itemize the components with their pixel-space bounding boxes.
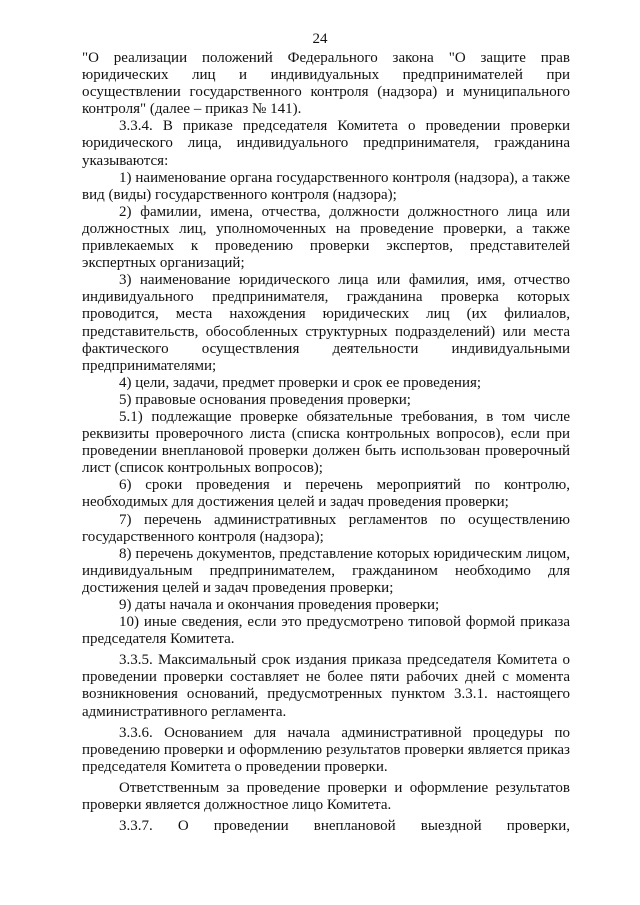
list-item-10: 10) иные сведения, если это предусмотрено типовой формой приказа председателя Комитета.: [82, 614, 570, 648]
list-item-4: 4) цели, задачи, предмет проверки и срок ее проведения;: [119, 374, 482, 391]
list-item-1: 1) наименование органа государственного контроля (надзора), а также вид (виды) государственного контроля (надзора);: [82, 169, 570, 203]
list-item-6: 6) сроки проведения и перечень мероприятий по контролю, необходимых для достижения целей и задач проведения проверки;: [82, 477, 570, 511]
paragraph-intro-continuation: "О реализации положений Федерального закона "О защите прав юридических лиц и индивидуальных предпринимателей при осуществлении государственного контроля (надзора) и муниципального контроля" (далее – приказ № 141).: [82, 50, 570, 118]
list-item-5-1: 5.1) подлежащие проверке обязательные требования, в том числе реквизиты проверочного листа (списка контрольных вопросов), если при проведении внеплановой проверки должен быть использован проверочный лист (список контрольных вопросов);: [82, 408, 570, 477]
list-item-2: 2) фамилии, имена, отчества, должности должностного лица или должностных лиц, уполномоченных на проведение проверки, а также привлекаемых к проведению проверки экспертов, представителей экспертных организаций;: [82, 203, 570, 272]
page-number: 24: [312, 31, 328, 47]
paragraph-3-3-6: 3.3.6. Основанием для начала административной процедуры по проведению проверки и оформлению результатов проверки является приказ председателя Комитета о проведении проверки.: [82, 724, 570, 775]
paragraph-responsible-official: Ответственным за проведение проверки и оформление результатов проверки является должностное лицо Комитета.: [82, 779, 570, 814]
list-item-8: 8) перечень документов, представление которых юридическим лицом, индивидуальным предпринимателем, гражданином необходимо для достижения целей и задач проведения проверки;: [82, 545, 570, 596]
paragraph-3-3-5: 3.3.5. Максимальный срок издания приказа председателя Комитета о проведении проверки составляет не более пяти рабочих дней с момента возникновения оснований, предусмотренных пунктом 3.3.1. настоящего административного регламента.: [82, 652, 570, 720]
paragraph-3-3-4: 3.3.4. В приказе председателя Комитета о проведении проверки юридического лица, индивидуального предпринимателя, гражданина указываются:: [82, 118, 570, 169]
paragraph-3-3-7: 3.3.7. О проведении внеплановой выездной проверки,: [119, 818, 570, 835]
list-item-3: 3) наименование юридического лица или фамилия, имя, отчество индивидуального предпринимателя, гражданина проверка которых проводится, места нахождения юридических лиц (их филиалов, представительств, обособленных структурных подразделений) или места фактического осуществления деятельности индивидуальными предпринимателями;: [82, 272, 570, 374]
list-item-9: 9) даты начала и окончания проведения проверки;: [119, 597, 440, 613]
list-item-7: 7) перечень административных регламентов по осуществлению государственного контроля (надзора);: [82, 511, 570, 545]
document-body: [82, 50, 570, 835]
list-item-5: 5) правовые основания проведения проверки;: [119, 391, 411, 408]
